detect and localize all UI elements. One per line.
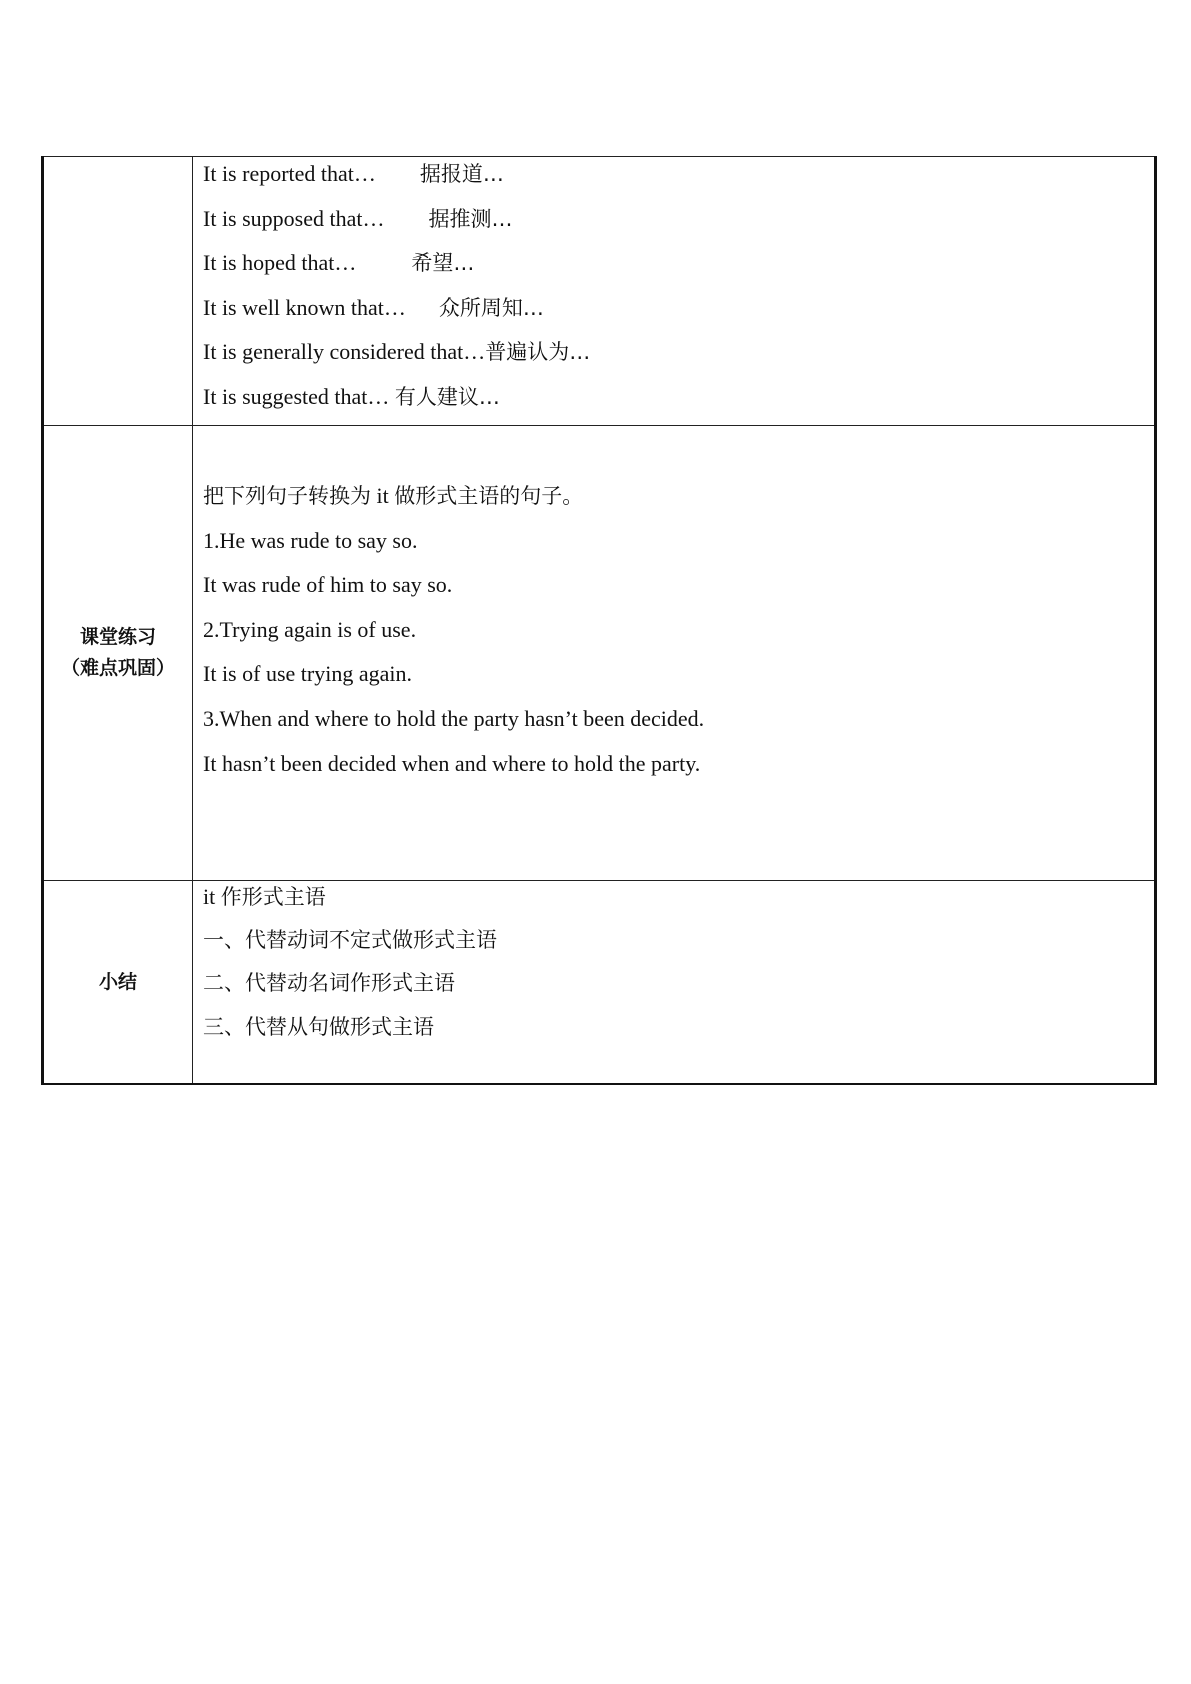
exercise-line: 3.When and where to hold the party hasn’t been decided. — [203, 705, 705, 731]
summary-line: 二、代替动名词作形式主语 — [203, 971, 455, 995]
summary-label: 小结 — [43, 881, 193, 1085]
exercise-label — [43, 426, 193, 881]
exercise-label-title: 课堂练习 — [79, 626, 156, 648]
exercise-cell — [193, 426, 1156, 881]
exercise-label-subtitle: （难点巩固） — [60, 657, 175, 679]
exercise-line: 1.He was rude to say so. — [203, 527, 418, 553]
lesson-table — [41, 156, 1157, 1085]
phrase-line: It is generally considered that…普遍认为… — [203, 339, 591, 365]
exercise-line: It hasn’t been decided when and where to hold the party. — [203, 750, 701, 776]
exercise-line: It is of use trying again. — [203, 661, 412, 687]
summary-cell — [193, 881, 1156, 1085]
exercise-instruction: 把下列句子转换为 it 做形式主语的句子。 — [203, 483, 584, 508]
exercise-line: It was rude of him to say so. — [203, 572, 453, 598]
exercise-line: 2.Trying again is of use. — [203, 616, 417, 642]
table-row-phrases — [43, 157, 1156, 426]
summary-title: it 作形式主语 — [203, 884, 326, 909]
summary-line: 一、代替动词不定式做形式主语 — [203, 927, 497, 952]
phrase-line: It is suggested that… 有人建议… — [203, 383, 500, 409]
table-row-exercise — [43, 426, 1156, 881]
phrase-line: It is hoped that… 希望… — [203, 250, 475, 276]
phrases-cell — [193, 157, 1156, 426]
phrase-line: It is well known that… 众所周知… — [203, 294, 544, 320]
summary-line: 三、代替从句做形式主语 — [203, 1014, 434, 1039]
row-label-empty — [43, 157, 193, 426]
table-row-summary — [43, 881, 1156, 1085]
phrase-line: It is reported that… 据报道… — [203, 161, 504, 186]
phrase-line: It is supposed that… 据推测… — [203, 205, 513, 231]
